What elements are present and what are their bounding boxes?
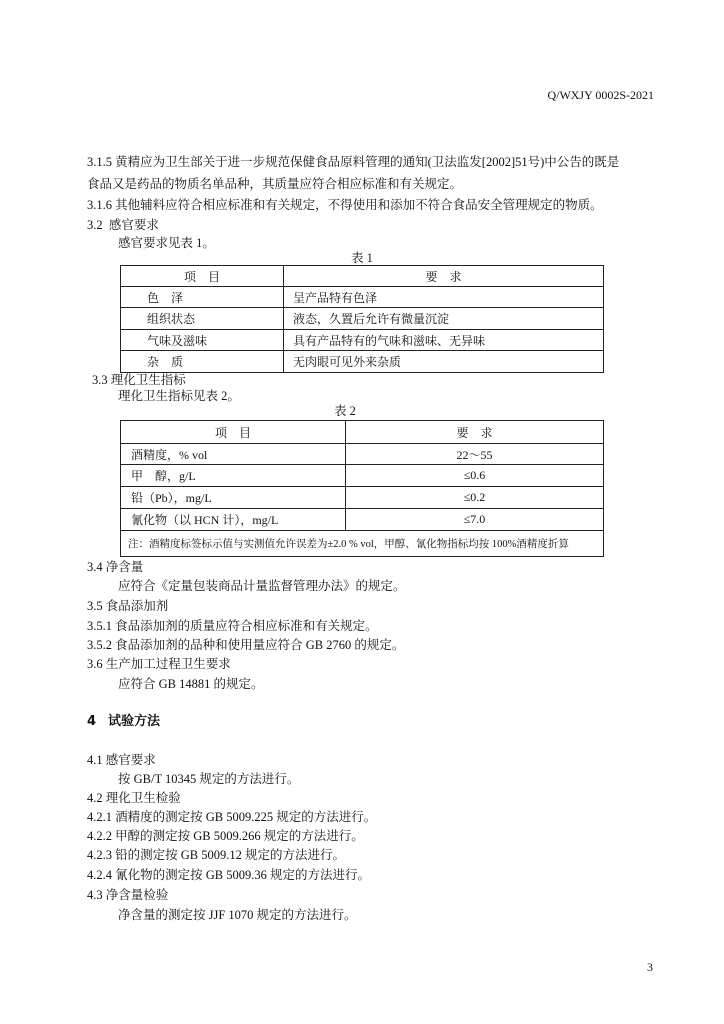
- table-cell-item: 组织状态: [121, 308, 284, 330]
- table-cell-item: 杂 质: [121, 351, 284, 373]
- table-note: 注：酒精度标签标示值与实测值允许误差为±2.0 % vol，甲醇、氰化物指标均按 100%酒精度折算: [121, 531, 604, 557]
- page-number: 3: [647, 960, 653, 974]
- table-cell-item: 甲 醇，g/L: [121, 465, 346, 487]
- table-header-row: [121, 266, 604, 287]
- clause-3-2-heading: 3.2 感官要求: [87, 218, 159, 232]
- table-cell-item: 铅（Pb），mg/L: [121, 487, 346, 509]
- clause-4-3-heading: 4.3 净含量检验: [87, 888, 169, 902]
- table-row: [121, 287, 604, 308]
- table-header-cell: 项 目: [121, 421, 346, 444]
- table-1-caption: 表 1: [351, 251, 373, 265]
- clause-3-4-text: 应符合《定量包装商品计量监督管理办法》的规定。: [118, 579, 406, 593]
- table-1: [120, 265, 604, 373]
- table-2: [120, 420, 604, 557]
- clause-4-2-heading: 4.2 理化卫生检验: [87, 791, 181, 805]
- table-cell-item: 氰化物（以 HCN 计），mg/L: [121, 509, 346, 531]
- clause-3-3-heading: 3.3 理化卫生指标: [92, 373, 186, 387]
- table-row: [121, 465, 604, 487]
- table-note-row: [121, 531, 604, 557]
- clause-3-3-text: 理化卫生指标见表 2。: [118, 389, 240, 403]
- table-header-cell: 项 目: [121, 266, 284, 287]
- clause-4-2-1: 4.2.1 酒精度的测定按 GB 5009.225 规定的方法进行。: [87, 810, 377, 824]
- table-cell-requirement: ≤0.6: [346, 465, 604, 487]
- table-cell-requirement: ≤0.2: [346, 487, 604, 509]
- table-cell-requirement: 具有产品特有的气味和滋味、无异味: [284, 330, 604, 351]
- section-4-number: 4: [87, 714, 97, 729]
- table-row: [121, 308, 604, 330]
- clause-4-1-heading: 4.1 感官要求: [87, 753, 156, 767]
- clause-3-1-5-line-1: 3.1.5 黄精应为卫生部关于进一步规范保健食品原料管理的通知(卫法监发[2002]51号)中公告的既是: [87, 155, 620, 169]
- table-header-row: [121, 421, 604, 444]
- clause-4-2-2: 4.2.2 甲醇的测定按 GB 5009.266 规定的方法进行。: [87, 829, 364, 843]
- clause-3-5-1: 3.5.1 食品添加剂的质量应符合相应标准和有关规定。: [87, 619, 378, 633]
- table-cell-requirement: 呈产品特有色泽: [284, 287, 604, 308]
- table-cell-requirement: 液态，久置后允许有微量沉淀: [284, 308, 604, 330]
- clause-3-1-5-line-2: 食品又是药品的物质名单品种，其质量应符合相应标准和有关规定。: [87, 177, 463, 191]
- clause-4-2-4: 4.2.4 氰化物的测定按 GB 5009.36 规定的方法进行。: [87, 868, 370, 882]
- section-4-title: 试验方法: [108, 714, 161, 729]
- table-2-caption: 表 2: [334, 404, 356, 418]
- clause-3-5-2: 3.5.2 食品添加剂的品种和使用量应符合 GB 2760 的规定。: [87, 638, 405, 652]
- clause-3-6-text: 应符合 GB 14881 的规定。: [118, 677, 264, 691]
- table-header-cell: 要 求: [346, 421, 604, 444]
- table-cell-item: 酒精度，% vol: [121, 444, 346, 465]
- table-row: [121, 444, 604, 465]
- table-cell-item: 气味及滋味: [121, 330, 284, 351]
- clause-3-5-heading: 3.5 食品添加剂: [87, 599, 169, 613]
- table-row: [121, 330, 604, 351]
- clause-4-1-text: 按 GB/T 10345 规定的方法进行。: [118, 772, 300, 786]
- table-header-cell: 要 求: [284, 266, 604, 287]
- table-row: [121, 351, 604, 373]
- clause-3-1-6: 3.1.6 其他辅料应符合相应标准和有关规定，不得使用和添加不符合食品安全管理规定的物质。: [87, 198, 603, 212]
- table-row: [121, 487, 604, 509]
- table-cell-item: 色 泽: [121, 287, 284, 308]
- clause-3-4-heading: 3.4 净含量: [87, 560, 144, 574]
- clause-3-2-text: 感官要求见表 1。: [118, 236, 215, 250]
- table-cell-requirement: 无肉眼可见外来杂质: [284, 351, 604, 373]
- standard-code: Q/WXJY 0002S-2021: [547, 88, 654, 102]
- table-cell-requirement: 22～55: [346, 444, 604, 465]
- table-cell-requirement: ≤7.0: [346, 509, 604, 531]
- table-row: [121, 509, 604, 531]
- clause-3-6-heading: 3.6 生产加工过程卫生要求: [87, 657, 231, 671]
- clause-4-3-text: 净含量的测定按 JJF 1070 规定的方法进行。: [118, 908, 357, 922]
- clause-4-2-3: 4.2.3 铅的测定按 GB 5009.12 规定的方法进行。: [87, 848, 345, 862]
